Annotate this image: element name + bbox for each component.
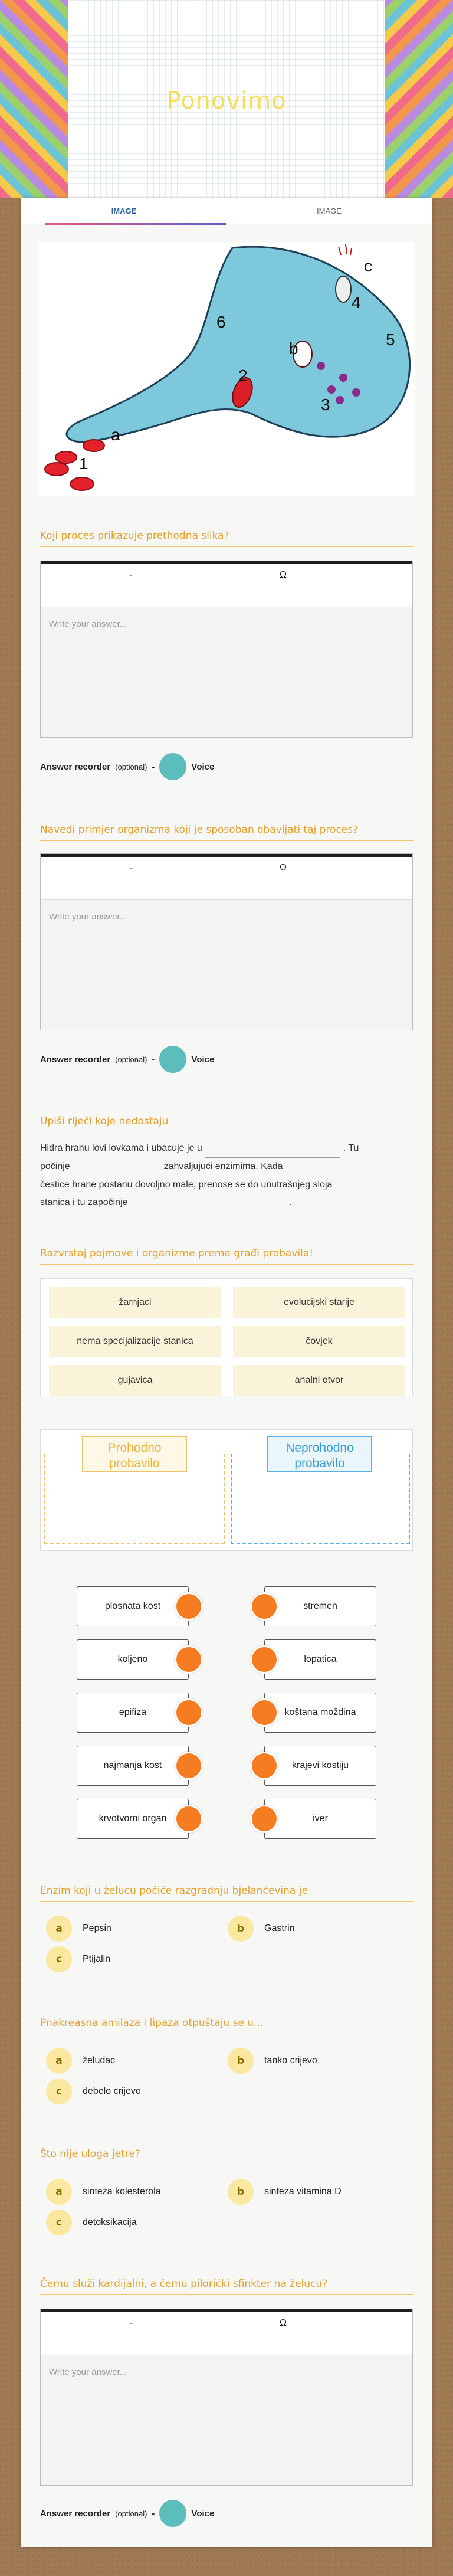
option-text: Gastrin	[264, 1923, 295, 1933]
recorder-label: Answer recorder	[40, 761, 111, 772]
match-right-connector[interactable]	[250, 1645, 278, 1674]
option-letter: a	[46, 2179, 72, 2205]
question-text: Upiši riječi koje nedostaju	[40, 1115, 413, 1132]
diagram-label-c: c	[364, 257, 372, 275]
mc-option[interactable]	[228, 2048, 317, 2074]
enzyme-granule	[336, 396, 344, 404]
dash-tool[interactable]: -	[129, 863, 133, 873]
sort-question-block	[40, 1248, 413, 1265]
option-letter: b	[228, 2179, 254, 2205]
cloze-text	[40, 1140, 413, 1212]
mc-option[interactable]	[228, 1916, 295, 1942]
voice-label: Voice	[191, 1054, 215, 1065]
question-block-5	[40, 2278, 413, 2295]
drag-chip[interactable]: gujavica	[49, 1365, 221, 1396]
dash-tool[interactable]: -	[129, 570, 133, 580]
answer-textarea[interactable]: Write your answer...	[41, 2355, 412, 2485]
option-letter: b	[228, 1916, 254, 1942]
cloze-text-part: čestice hrane postanu dovoljno male, prenose se do unutrašnjeg sloja	[40, 1180, 333, 1190]
question-text: Što nije uloga jetre?	[40, 2148, 413, 2165]
option-text: sinteza vitamina D	[264, 2187, 342, 2197]
diagram-label-1: 1	[79, 454, 88, 473]
match-left-connector[interactable]	[175, 1645, 203, 1674]
food-particle	[83, 440, 104, 451]
recorder-label: Answer recorder	[40, 1054, 111, 1065]
editor-toolbar	[41, 854, 412, 900]
tab-image-1[interactable]: IMAGE	[21, 198, 226, 224]
option-text: tanko crijevo	[264, 2055, 317, 2066]
option-text: Ptijalin	[83, 1954, 111, 1964]
answer-recorder-2	[40, 1046, 214, 1073]
match-right-connector[interactable]	[250, 1592, 278, 1621]
question-text: Razvrstaj pojmove i organizme prema građi probavila!	[40, 1248, 413, 1265]
answer-editor-2[interactable]	[40, 853, 413, 1030]
match-left-connector[interactable]	[175, 1698, 203, 1727]
cloze-text-part: zahvaljujući enzimima. Kada	[163, 1161, 283, 1171]
mc-option[interactable]	[46, 2210, 137, 2235]
matching-panel	[40, 1573, 413, 1857]
food-particle	[55, 451, 77, 463]
option-letter: b	[228, 2048, 254, 2074]
voice-label: Voice	[191, 761, 215, 772]
record-voice-button[interactable]	[159, 2500, 186, 2527]
recorder-dash: -	[152, 2508, 155, 2519]
question-block-2	[40, 824, 413, 841]
match-left-item[interactable]: plosnata kost	[77, 1586, 189, 1626]
answer-textarea[interactable]: Write your answer...	[41, 607, 412, 737]
mc-option[interactable]	[46, 1946, 110, 1972]
match-left-item[interactable]: koljeno	[77, 1639, 189, 1680]
cloze-text-part: počinje	[40, 1161, 70, 1171]
option-letter: a	[46, 2048, 72, 2074]
question-block-1	[40, 530, 413, 547]
drag-chip[interactable]: žarnjaci	[49, 1287, 221, 1318]
recorder-optional: (optional)	[115, 2509, 147, 2518]
mc-question-block-3	[40, 2148, 413, 2165]
match-right-item[interactable]: krajevi kostiju	[264, 1746, 376, 1786]
enzyme-granule	[327, 385, 336, 394]
voice-label: Voice	[191, 2508, 215, 2519]
tab-bar	[21, 198, 432, 224]
diagram-label-4: 4	[352, 293, 361, 312]
option-letter: a	[46, 1916, 72, 1942]
tab-image-2[interactable]: IMAGE	[317, 207, 342, 215]
food-particle	[70, 477, 94, 490]
drag-chip[interactable]: čovjek	[233, 1326, 405, 1357]
question-text: Čemu služi kardijalni, a čemu pilorički sfinkter na želucu?	[40, 2278, 413, 2295]
diagram-label-3: 3	[321, 395, 330, 414]
option-letter: c	[46, 2079, 72, 2104]
food-particle	[45, 463, 68, 476]
mc-option[interactable]	[228, 2179, 342, 2205]
omega-symbol-tool[interactable]: Ω	[280, 570, 287, 580]
answer-recorder-5	[40, 2500, 214, 2527]
recorder-dash: -	[152, 1054, 155, 1065]
page-title: Ponovimo	[166, 87, 287, 114]
mc-option[interactable]	[46, 2079, 141, 2104]
enzyme-granule	[352, 388, 360, 397]
enzyme-granule	[339, 374, 347, 382]
option-letter: c	[46, 1946, 72, 1972]
record-voice-button[interactable]	[159, 1046, 186, 1073]
sort-bins-panel	[40, 1429, 413, 1551]
cloze-blank-3[interactable]	[130, 1194, 225, 1212]
option-text: Pepsin	[83, 1923, 111, 1933]
residual-vacuole	[336, 276, 351, 302]
omega-symbol-tool[interactable]: Ω	[280, 863, 287, 873]
match-right-connector[interactable]	[250, 1698, 278, 1727]
cloze-text-part: stanica i tu započinje	[40, 1197, 128, 1207]
editor-toolbar	[41, 2309, 412, 2355]
question-text: Koji proces prikazuje prethodna slika?	[40, 530, 413, 547]
match-right-item[interactable]: stremen	[264, 1586, 376, 1626]
option-text: debelo crijevo	[83, 2086, 141, 2096]
draggable-items-panel	[40, 1278, 413, 1396]
editor-toolbar	[41, 561, 412, 607]
hydra-digestion-diagram	[38, 242, 415, 496]
answer-textarea[interactable]: Write your answer...	[41, 900, 412, 1030]
diagram-label-2: 2	[238, 366, 248, 385]
option-text: sinteza kolesterola	[83, 2187, 161, 2197]
mc-option[interactable]	[46, 2048, 115, 2074]
record-voice-button[interactable]	[159, 753, 186, 780]
dash-tool[interactable]: -	[129, 2318, 133, 2328]
match-left-connector[interactable]	[175, 1592, 203, 1621]
match-left-connector[interactable]	[175, 1805, 203, 1833]
cloze-blank-1[interactable]	[205, 1140, 340, 1158]
option-text: detoksikacija	[83, 2217, 137, 2227]
diagram-label-6: 6	[216, 313, 226, 331]
cloze-blank-4[interactable]	[227, 1194, 286, 1212]
match-right-item[interactable]: lopatica	[264, 1639, 376, 1680]
recorder-optional: (optional)	[115, 762, 147, 771]
omega-symbol-tool[interactable]: Ω	[280, 2318, 287, 2328]
cloze-text-part: Hidra hranu lovi lovkama i ubacuje je u	[40, 1143, 202, 1153]
match-right-connector[interactable]	[250, 1752, 278, 1780]
drag-chip[interactable]: nema specijalizacije stanica	[49, 1326, 221, 1357]
question-text: Pnakreasna amilaza i lipaza otpuštaju se u...	[40, 2017, 413, 2034]
match-left-item[interactable]: epifiza	[77, 1693, 189, 1733]
worksheet	[21, 198, 432, 2547]
bin-label-neprohodno: Neprohodno probavilo	[267, 1436, 372, 1472]
match-left-item[interactable]: krvotvorni organ	[77, 1799, 189, 1839]
diagram-label-5: 5	[386, 330, 395, 349]
cloze-text-part: . Tu	[343, 1143, 359, 1153]
answer-editor-1[interactable]	[40, 561, 413, 738]
drag-chip[interactable]: evolucijski starije	[233, 1287, 405, 1318]
recorder-optional: (optional)	[115, 1055, 147, 1064]
recorder-label: Answer recorder	[40, 2508, 111, 2519]
option-letter: c	[46, 2210, 72, 2235]
cloze-blank-2[interactable]	[73, 1158, 161, 1176]
bin-label-prohodno: Prohodno probavilo	[82, 1436, 187, 1472]
enzyme-granule	[317, 362, 325, 370]
answer-recorder-1	[40, 753, 214, 780]
cloze-block	[40, 1115, 413, 1212]
mc-option[interactable]	[46, 2179, 161, 2205]
question-text: Enzim koji u želucu počiće razgradnju bjelančevina je	[40, 1885, 413, 1902]
match-right-item[interactable]: iver	[264, 1799, 376, 1839]
answer-editor-5[interactable]	[40, 2309, 413, 2486]
option-text: želudac	[83, 2055, 116, 2066]
mc-question-block-1	[40, 1885, 413, 1902]
mc-option[interactable]	[46, 1916, 111, 1942]
match-left-connector[interactable]	[175, 1752, 203, 1780]
header-banner	[0, 0, 453, 198]
drag-chip[interactable]: analni otvor	[233, 1365, 405, 1396]
match-right-item[interactable]: koštana moždina	[264, 1693, 376, 1733]
match-left-item[interactable]: najmanja kost	[77, 1746, 189, 1786]
cloze-text-part: .	[288, 1197, 292, 1207]
match-right-connector[interactable]	[250, 1805, 278, 1833]
recorder-dash: -	[152, 761, 155, 772]
diagram-label-b: b	[289, 339, 298, 358]
question-text: Navedi primjer organizma koji je sposoban obavljati taj proces?	[40, 824, 413, 841]
diagram-label-a: a	[111, 425, 120, 444]
mc-question-block-2	[40, 2017, 413, 2034]
